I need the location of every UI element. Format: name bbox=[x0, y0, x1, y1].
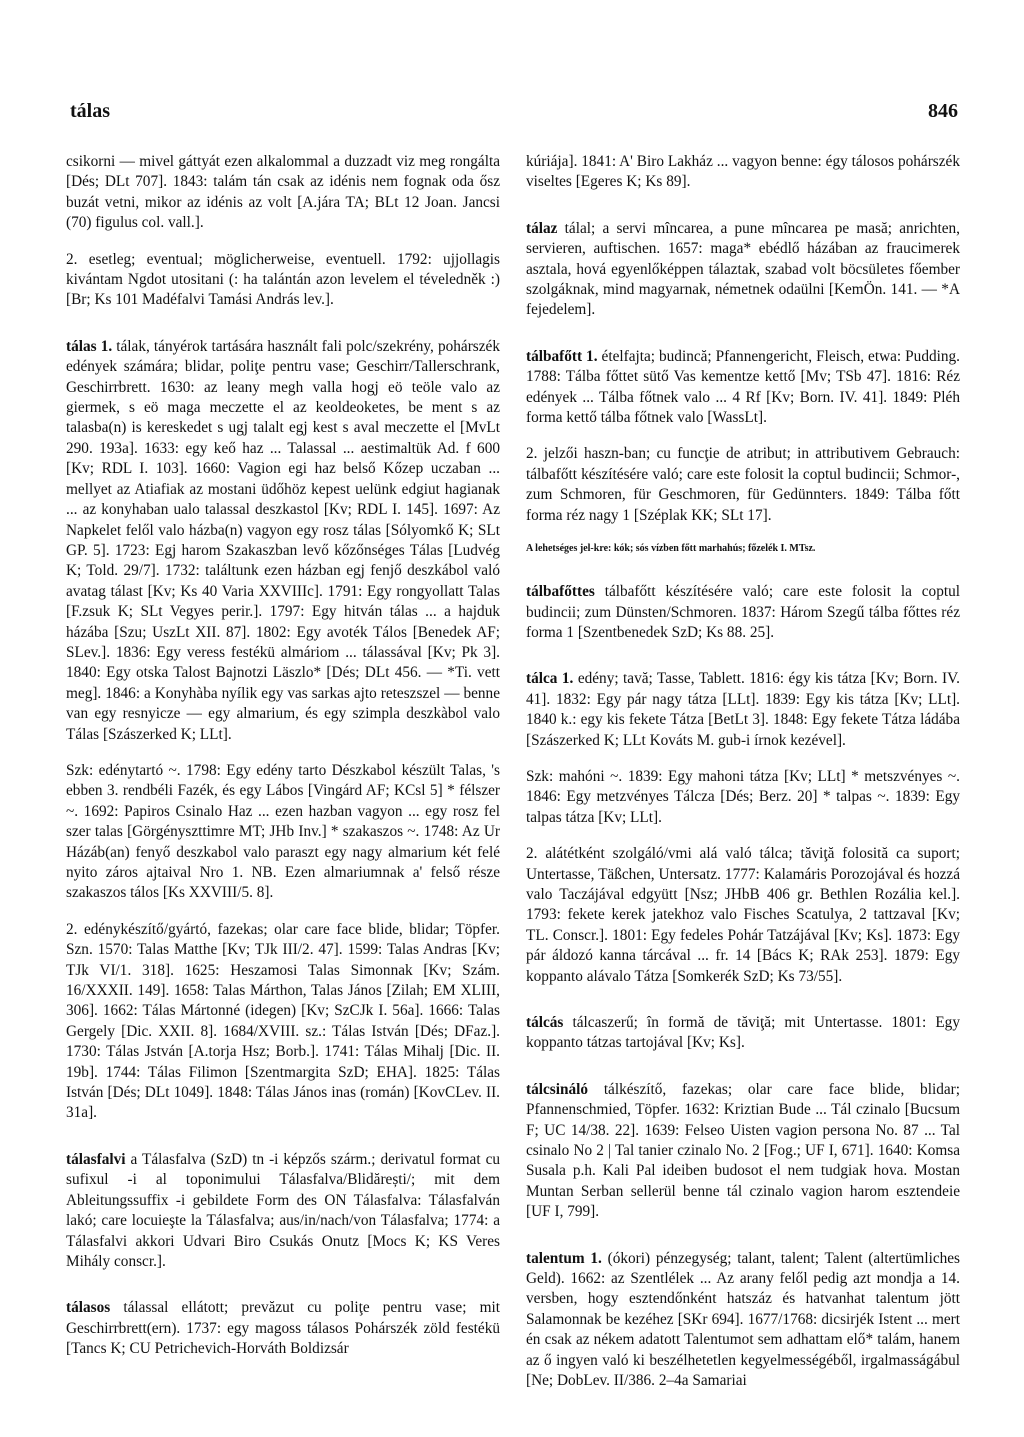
entry-paragraph bbox=[526, 767, 960, 828]
lemma: tálcsináló bbox=[526, 1080, 589, 1098]
entry-text: tálbafőtt készítésére való; care este folosit la coptul budincii; zum Dünsten/Schmoren. 1837: Három Szegű tálba főttes réz forma 1 [Szentbenedek SzD; Ks 88. 25]. bbox=[526, 583, 960, 641]
entry-paragraph bbox=[526, 844, 960, 987]
lemma: tálasfalvi bbox=[66, 1150, 126, 1168]
running-head bbox=[70, 100, 958, 130]
lemma: tálbafőttes bbox=[526, 583, 595, 601]
entry-paragraph bbox=[66, 920, 500, 1124]
dictionary-entry bbox=[526, 1249, 960, 1392]
entry-text: edény; tavă; Tasse, Tablett. 1816: égy kis tátza [Kv; Born. IV. 41]. 1832: Egy pár nagy tátza [LLt]. 1839: Egy kis tátza [Kv; LLt]. 1840 k.: egy kis fekete Tátza [BetLt 3]. 1848: Egy fekete Tátza ládába [Szászerked K; LLt Kováts M. gub-i írnok kezével]. bbox=[526, 670, 961, 749]
entry-paragraph bbox=[66, 152, 500, 234]
dictionary-entry bbox=[526, 582, 960, 643]
entry-text: a Tálasfalva (SzD) tn -i képzős szárm.; derivatul format cu sufixul -i al toponimului Tálasfalva/Blidărești/; mit dem Ableitungssuffix -i gebildete Form des ON Tálasfalva: Tálasfalván lakó; care locuieşte la Tálasfalva; aus/in/nach/von Tálasfalva; 1774: a Tálasfalvi akkori Udvari Biro Csukás Onutz [Mocs K; KS Veres Mihály conscr.]. bbox=[66, 1150, 501, 1270]
entry-text: csikorni — mivel gáttyát ezen alkalommal a duzzadt viz meg rongálta [Dés; DLt 707]. 1843: talám tán csak az idénis nem fognak oda ősz buzát vetni, mikor az idénis az volt [A.jára TA; BLt 12 Joan. Jancsi (70) figulus col. vall.]. bbox=[66, 153, 500, 232]
entry-text: tálassal ellátott; prevăzut cu poliţe pentru vase; mit Geschirrbrett(ern). 1737: egy magoss tálasos Pohárszék zöld festékü [Tancs K; CU Petrichevich-Horváth Boldizsár bbox=[66, 1299, 500, 1358]
entry-text: 2. alátétként szolgáló/vmi alá való tálca; tăviţă folosită ca suport; Untertasse, Täßchen, Untersatz. 1777: Kalamáris Porozojával és hozzá valo Taczájával edgyütt [Nsz; JHbB 406 gr. Bethlen Rozália kel.]. 1793: fekete kerek jatekhoz valo Fisches Scatulya, 2 tattzaval [Kv; TL. Conscr.]. 1801: Egy fedeles Pohár Tatzájával [Kv; Ks]. 1873: Egy pár áldozó kanna tárcával ... fr. 14 [Bács K; RAk 253]. 1879: Egy koppanto alávalo Tátza [Somkerék SzD; Ks 73/55]. bbox=[526, 845, 960, 985]
lemma: tálcás bbox=[526, 1014, 564, 1031]
entry-paragraph bbox=[66, 250, 500, 311]
entry-text: (ókori) pénzegység; talant, talent; Talent (altertümliches Geld). 1662: az Szentlélek ... Az arany felől pedig azt mondja a 14. versben, hogy esztendőnként hatszáz és hatvanhat talentum jött Salamonnak be kezéhez [SKr 694]. 1677/1768: dicsirjék Istent ... mert én csak az nékem adatott Talentumot sem adhattam elő* talám, hanem az ő ingyen való ki beszélhetetlen kegyelmességéből, irgalmasságábul [Ne; DobLev. II/386. 2–4a Samariai bbox=[526, 1249, 961, 1390]
dictionary-entry bbox=[526, 1013, 960, 1054]
dictionary-entry bbox=[526, 219, 960, 321]
entry-text: 2. edénykészítő/gyártó, fazekas; olar care face blide, blidar; Töpfer. Szn. 1570: Talas Matthe [Kv; TJk III/2. 47]. 1599: Talas Andras [Kv; TJk VI/1. 318]. 1625: Heszamosi Talas Simonnak [Kv; Szám. 16/XXXII. 149]. 1658: Talas Márthon, Talas János [Zilah; EM XLIII, 306]. 1662: Tálas Mártonné (idegen) [Kv; SzCJk I. 56a]. 1666: Talas Gergely [Dic. XXII. 8]. 1684/XVIII. sz.: Tálas István [Dés; DFaz.]. 1730: Tálas Jstván [A.torja Hsz; Borb.]. 1741: Tálas Mihalj [Dic. II. 19b]. 1744: Tálas Filimon [Szentmargita SzD; EHA]. 1825: Tálas István [Dés; DLt 1049]. 1848: Tálas János inas (román) [KovCLev. II. 31a]. bbox=[66, 920, 500, 1122]
dictionary-entry bbox=[66, 337, 500, 745]
entry-text: 2. jelzői haszn-ban; cu funcţie de atribut; in attributivem Gebrauch: tálbafőtt készítésére való; care este folosit la coptul budincii; Schmor-, zum Schmoren, für Geschmoren, für Gedünnters. 1849: Tálba főtt forma réz nagy 1 [Széplak KK; SLt 17]. bbox=[526, 445, 960, 524]
entry-text: 2. esetleg; eventual; möglicherweise, eventuell. 1792: ujjollagis kivántam Ngdot utositani (: ha talántán azon levelem el téveledněk :) [Br; Ks 101 Madéfalvi Tamási András lev.]. bbox=[66, 250, 500, 309]
lemma: tálasos bbox=[66, 1299, 111, 1317]
entry-text: Szk: mahóni ~. 1839: Egy mahoni tátza [Kv; LLt] * metszvényes ~. 1846: Egy metzvényes Tálcza [Dés; Berz. 20] * talpas ~. 1839: Egy talpas tátza [Kv; LLt]. bbox=[526, 767, 960, 826]
left-column bbox=[66, 152, 500, 1408]
lemma: tálca 1. bbox=[526, 670, 574, 688]
dictionary-entry bbox=[526, 347, 960, 429]
entry-text: Szk: edénytartó ~. 1798: Egy edény tarto Dészkabol készült Talas, 's ebben 3. rendbéli Fazék, és egy Lábos [Vingárd AF; KCsl 5] * félszer ~. 1692: Papiros Csinalo Haz ... ezen hazban vagyon ... egy rosz fel szer talas [Görgényszttimre MT; JHb Inv.] * szakaszos ~. 1748: Az Ur Házáb(an) fenyő deszkabol valo paraszt egy nagy almarium két felé nyito záros ajtaival Nro 1. NB. Ezen almariumnak a' felső része szakaszos tálos [Ks XXVIII/5. 8]. bbox=[66, 761, 500, 902]
text-columns bbox=[66, 152, 960, 1408]
note: A lehetséges jel-kre: kók; sós vízben főtt marhahús; főzelék I. MTsz. bbox=[526, 543, 816, 555]
lemma: tálbafőtt 1. bbox=[526, 347, 598, 365]
dictionary-entry bbox=[526, 669, 960, 751]
lemma: tálaz bbox=[526, 219, 558, 237]
entry-text: tálak, tányérok tartására használt fali polc/szekrény, pohárszék edények számára; blidar, poliţe pentru vase; Geschirr/Tallerschrank, Geschirrbrett. 1630: az leany megh valla hogj eö teöle valo az giermek, s eö maga meczette el az keoldeoketes, be ment s az talasba(n) is kereskedet s ugj talalt egj kest s aval meczette el [MvLt 290. 193a]. 1633: egy keő haz ... Talassal ... aestimaltük Ad. f 600 [Kv; RDL I. 103]. 1660: Vagion egi haz belső Kőzep uczaban ... mellyet az Atiafiak az mostani üdőhöz kepest uelünk edgiut hagianak ... az konyhaban ualo talassal deszkastol [Kv; RDL I. 145]. 1697: Az Napkelet felől valo házba(n) vagyon egy rosz tálas [Sólyomkő K; SLt GP. 5]. 1723: Egj harom Szakaszban levő kőzőnséges Tálas [Ludvég K; Told. 29/7]. 1732: találtunk ezen házban egj fenjő deszkábol való avatag tálast [Kv; Ks 40 Varia XXVIIIc]. 1791: Egy rongyollatt Talas [F.zsuk K; SLt Vegyes perir.]. 1797: Egy hitván tálas ... a hajduk házába [Szu; UszLt XII. 87]. 1802: Egy avoték Tálos [Benedek AF; SLev.]. 1836: Egy veress festékü almáriom ... tálassával [Kv; Pk 3]. 1840: Egy otska Talost Bajnotzi Läszlo* [Dés; DLt 456. — *Ti. vett meg]. 1846: a Konyhàba nyílik egy vas sarkas ajto reteszszel — benne van egy resnyicze — egy almarium, és egy szimpla deszkàbol valo Tálas [Szászerked K; LLt]. bbox=[66, 337, 500, 743]
entry-text: tálkészítő, fazekas; olar care face blide, blidar; Pfannenschmied, Töpfer. 1632: Kriztian Bude ... Tál czinalo [Bucsum F; UC 14/38. 22]. 1639: Felseo Uisten vagion persona No. 87 ... Tal csinalo No 2 | Tal tanier czinalo No. 2 [Fog.; UF I, 671]. 1640: Komsa Susala p.h. Kali Pal ideiben budosot el nem tudgiak hova. Mostan Muntan Serban sellerül benne tál czinalo vagion harom esztendeie [UF I, 799]. bbox=[526, 1080, 960, 1221]
entry-text: tálal; a servi mîncarea, a pune mîncarea pe masă; anrichten, servieren, auftischen. 1657: maga* ebédlő házában az fraucimerek asztala, hová egyenlőképpen tálaztak, szabad volt böcsületes főember szolgáknak, mind magyarnak, németnek odaülni [KemÖn. 141. — *A fejedelem]. bbox=[526, 219, 960, 319]
entry-paragraph bbox=[526, 444, 960, 526]
right-column bbox=[526, 152, 960, 1408]
dictionary-entry bbox=[66, 1150, 500, 1272]
lemma: talentum 1. bbox=[526, 1249, 602, 1267]
lemma: tálas 1. bbox=[66, 337, 113, 355]
dictionary-entry bbox=[526, 1080, 960, 1223]
page-number: 846 bbox=[928, 100, 958, 122]
entry-text: kúriája]. 1841: A' Biro Lakház ... vagyon benne: égy tálosos pohárszék viseltes [Egeres K; Ks 89]. bbox=[526, 153, 960, 191]
entry-text: tálcaszerű; în formă de tăviţă; mit Untertasse. 1801: Egy koppanto tátzas tartojával [Kv; Ks]. bbox=[526, 1014, 960, 1052]
dictionary-entry bbox=[66, 1298, 500, 1359]
entry-paragraph bbox=[526, 152, 960, 193]
headword: tálas bbox=[70, 100, 110, 122]
entry-paragraph bbox=[66, 761, 500, 904]
entry-text: ételfajta; budincă; Pfannengericht, Fleisch, etwa: Pudding. 1788: Tálba főttet sütő Vas kementze kettő [Mv; TSb 47]. 1816: Réz edények ... Tálba főtnek valo ... 4 Rf [Kv; Born. IV. 41]. 1849: Pléh forma kettő tálba főtnek valo [WassLt]. bbox=[526, 347, 960, 427]
